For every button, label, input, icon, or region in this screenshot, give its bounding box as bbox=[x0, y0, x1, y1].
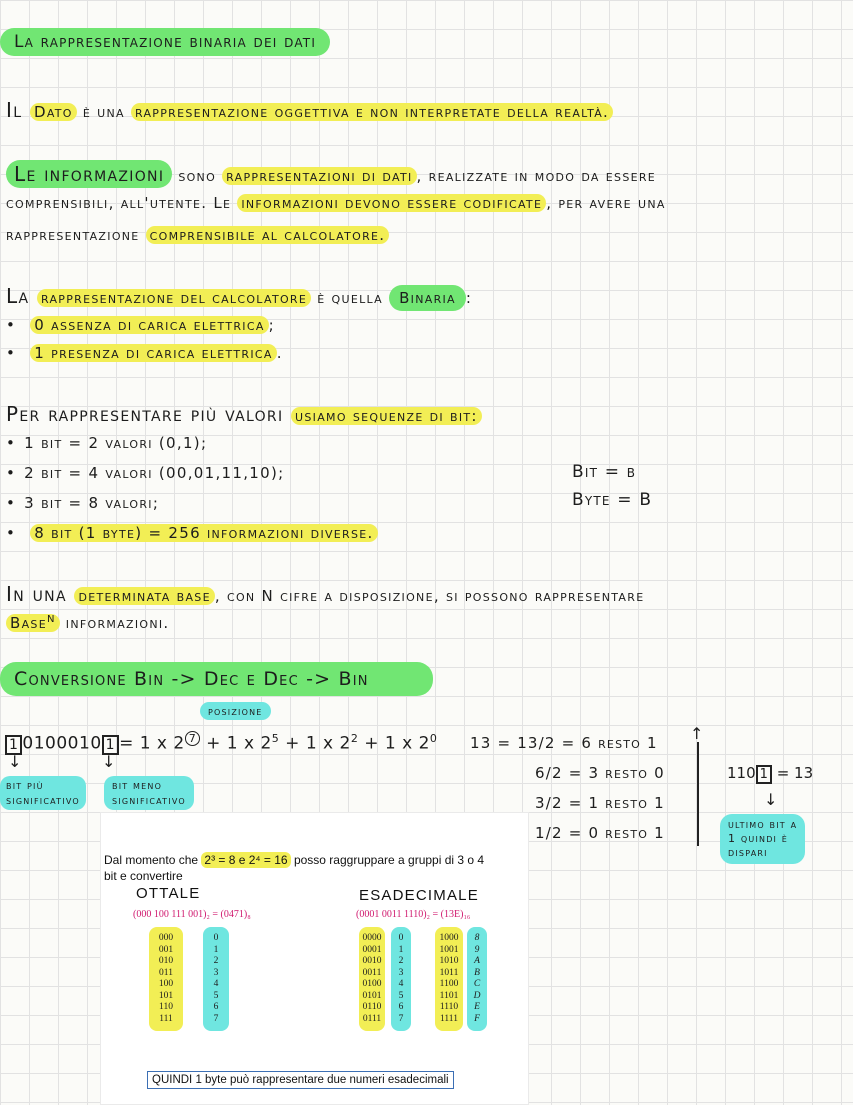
table-cell: 101 bbox=[158, 990, 174, 1001]
table-cell: 0111 bbox=[362, 1013, 382, 1024]
table-cell: D bbox=[473, 990, 481, 1001]
base-line-1 bbox=[6, 582, 644, 606]
image-caption-1 bbox=[104, 853, 484, 867]
table-cell: 0 bbox=[213, 933, 219, 943]
table-cell: 1101 bbox=[439, 990, 459, 1001]
byte-definition: Byte = B bbox=[572, 490, 653, 510]
first-digit-box: 1 bbox=[5, 735, 22, 755]
bits-text: Per rappresentare più valori bbox=[6, 402, 292, 426]
table-cell: 5 bbox=[398, 990, 404, 1001]
table-cell: B bbox=[474, 967, 480, 978]
table-cell: 4 bbox=[398, 979, 404, 989]
info-text: sono bbox=[172, 167, 223, 185]
table-cell: 7 bbox=[398, 1013, 404, 1024]
bullet-2-end: . bbox=[276, 344, 283, 362]
div-line-2: 6/2 = 3 resto 0 bbox=[535, 764, 665, 782]
arrow-up-icon: ↑ bbox=[690, 724, 704, 743]
bit-definition: Bit = b bbox=[572, 462, 637, 482]
info-text-3: comprensibili, all'utente. Le bbox=[6, 194, 238, 212]
arrow-down-icon-2: ↓ bbox=[102, 752, 116, 771]
exp-4: 0 bbox=[429, 732, 438, 745]
formula-1: = 1 x 2 bbox=[119, 733, 185, 754]
table-cell: 0001 bbox=[362, 944, 382, 955]
info-line-3 bbox=[6, 226, 389, 244]
div-line-4: 1/2 = 0 resto 1 bbox=[535, 824, 665, 842]
bits-highlight: usiamo sequenze di bit: bbox=[291, 407, 482, 425]
exp-1-circled: 7 bbox=[185, 731, 201, 746]
dato-highlight: Dato bbox=[30, 103, 77, 121]
result-value: = 13 bbox=[771, 764, 814, 782]
binaria-highlight: Binaria bbox=[389, 285, 466, 311]
binary-formula bbox=[5, 732, 437, 754]
conversion-table-image bbox=[100, 812, 529, 1105]
bits-bullet-3: • 3 bit = 8 valori; bbox=[6, 494, 159, 512]
table-cell: 0 bbox=[398, 933, 404, 943]
table-cell: 001 bbox=[158, 944, 174, 955]
formula-4: + 1 x 2 bbox=[358, 733, 430, 754]
table-cell: 111 bbox=[159, 1013, 173, 1024]
info-text-5: rappresentazione bbox=[6, 226, 146, 244]
middle-digits: 0100010 bbox=[22, 733, 102, 754]
info-text-2: , realizzate in modo da essere bbox=[416, 167, 657, 185]
table-cell: 011 bbox=[159, 967, 173, 978]
calc-highlight: rappresentazione del calcolatore bbox=[37, 289, 311, 307]
bullet-2-text: 1 presenza di carica elettrica bbox=[30, 344, 276, 362]
table-cell: F bbox=[474, 1013, 480, 1024]
table-cell: 110 bbox=[159, 1002, 173, 1012]
info-line-1 bbox=[6, 162, 656, 186]
info-line-2 bbox=[6, 194, 666, 212]
image-footer-box: QUINDI 1 byte può rappresentare due numeri esadecimali bbox=[147, 1071, 454, 1089]
table-cell: 2 bbox=[213, 956, 219, 966]
info-highlight: Le informazioni bbox=[6, 160, 172, 188]
posizione-label: posizione bbox=[200, 702, 271, 720]
info-highlight-3: informazioni devono essere codificate bbox=[237, 194, 546, 212]
table-cell: 1 bbox=[213, 944, 219, 955]
last-bit-note: ultimo bit a 1 quindi è dispari bbox=[720, 814, 805, 864]
ottale-digit-column bbox=[203, 927, 229, 1031]
dato-paragraph bbox=[6, 98, 613, 122]
exp-2: 5 bbox=[271, 732, 280, 745]
table-cell: 0010 bbox=[362, 956, 382, 966]
esa-example: (0001 0011 1110)₂ = (13E)₁₆ bbox=[356, 909, 471, 920]
calc-text-1: La bbox=[6, 284, 37, 308]
calc-text-3: : bbox=[465, 289, 473, 307]
esa-binary-column-2 bbox=[435, 927, 463, 1031]
up-arrow-line bbox=[697, 742, 699, 846]
bits-bullet-4 bbox=[6, 524, 378, 542]
table-cell: 5 bbox=[213, 990, 219, 1001]
table-cell: 1111 bbox=[440, 1013, 458, 1024]
base-word-text: Base bbox=[10, 614, 47, 632]
table-cell: A bbox=[474, 956, 480, 966]
base-exponent: N bbox=[46, 614, 56, 625]
ottale-binary-column bbox=[149, 927, 183, 1031]
msb-label: bit più significativo bbox=[0, 776, 86, 810]
conversion-title: Conversione Bin -> Dec e Dec -> Bin bbox=[0, 662, 433, 696]
table-cell: 9 bbox=[474, 944, 480, 955]
table-cell: 0000 bbox=[362, 933, 382, 943]
binary-result bbox=[727, 764, 813, 782]
arrow-down-icon: ↓ bbox=[8, 752, 22, 771]
table-cell: 0110 bbox=[362, 1002, 382, 1012]
dato-text-2: è una bbox=[76, 103, 131, 121]
calc-bullet-2 bbox=[6, 344, 283, 362]
bits-bullet-2: • 2 bit = 4 valori (00,01,11,10); bbox=[6, 464, 285, 482]
table-cell: C bbox=[473, 979, 481, 989]
caption-text-1: Dal momento che bbox=[104, 853, 202, 867]
info-highlight-2: rappresentazioni di dati bbox=[222, 167, 416, 185]
base-text-2: , con N cifre a disposizione, si possono rappresentare bbox=[214, 587, 645, 605]
table-cell: 1000 bbox=[439, 933, 459, 943]
table-cell: 6 bbox=[213, 1002, 219, 1012]
base-text-1: In una bbox=[6, 582, 75, 606]
table-cell: 0100 bbox=[362, 979, 382, 989]
esa-title: ESADECIMALE bbox=[359, 887, 479, 904]
table-cell: 1110 bbox=[439, 1002, 459, 1012]
last-digit-box: 1 bbox=[102, 735, 119, 755]
result-last-bit-box: 1 bbox=[756, 765, 772, 784]
caption-text-2: posso raggruppare a gruppi di 3 o 4 bbox=[290, 853, 485, 867]
ottale-title: OTTALE bbox=[136, 885, 201, 902]
table-cell: 1100 bbox=[439, 979, 459, 989]
table-cell: 1011 bbox=[439, 967, 459, 978]
result-prefix: 110 bbox=[727, 764, 756, 782]
calc-text-2: è quella bbox=[311, 289, 390, 307]
ottale-example: (000 100 111 001)₂ = (0471)₈ bbox=[133, 909, 251, 920]
table-cell: 1010 bbox=[439, 956, 459, 966]
table-cell: 3 bbox=[398, 967, 404, 978]
dato-text-1: Il bbox=[6, 98, 30, 122]
page-title: La rappresentazione binaria dei dati bbox=[0, 28, 330, 56]
table-cell: 010 bbox=[158, 956, 174, 966]
bits-line bbox=[6, 402, 482, 426]
base-word bbox=[6, 614, 60, 632]
image-caption-2: bit e convertire bbox=[104, 869, 183, 883]
formula-2: + 1 x 2 bbox=[200, 733, 272, 754]
exp-3: 2 bbox=[350, 732, 359, 745]
esa-binary-column-1 bbox=[359, 927, 385, 1031]
calc-line bbox=[6, 284, 472, 308]
table-cell: 1001 bbox=[439, 944, 459, 955]
base-line-2 bbox=[6, 614, 170, 632]
table-cell: 100 bbox=[158, 979, 174, 989]
table-cell: 6 bbox=[398, 1002, 404, 1012]
div-line-1: 13 = 13/2 = 6 resto 1 bbox=[470, 734, 658, 752]
table-cell: 3 bbox=[213, 967, 219, 978]
table-cell: 0101 bbox=[362, 990, 382, 1001]
esa-digit-column-1 bbox=[391, 927, 411, 1031]
base-text-3: informazioni. bbox=[59, 614, 170, 632]
arrow-down-icon-3: ↓ bbox=[764, 790, 778, 809]
bullet-1-end: ; bbox=[268, 316, 276, 334]
table-cell: 8 bbox=[474, 933, 480, 943]
caption-highlight: 2³ = 8 e 2⁴ = 16 bbox=[201, 852, 290, 868]
table-cell: 0011 bbox=[362, 967, 382, 978]
formula-3: + 1 x 2 bbox=[279, 733, 351, 754]
div-line-3: 3/2 = 1 resto 1 bbox=[535, 794, 665, 812]
bits-bullet-4-text: 8 bit (1 byte) = 256 informazioni diverse. bbox=[30, 524, 377, 542]
table-cell: E bbox=[474, 1002, 480, 1012]
dato-definition: rappresentazione oggettiva e non interpretate della realtà. bbox=[131, 103, 613, 121]
bullet-1-text: 0 assenza di carica elettrica bbox=[30, 316, 268, 334]
info-highlight-4: comprensibile al calcolatore. bbox=[146, 226, 390, 244]
lsb-label: bit meno significativo bbox=[104, 776, 194, 810]
table-cell: 000 bbox=[158, 933, 174, 943]
table-cell: 1 bbox=[398, 944, 404, 955]
base-highlight: determinata base bbox=[74, 587, 214, 605]
table-cell: 2 bbox=[398, 956, 404, 966]
esa-digit-column-2 bbox=[467, 927, 487, 1031]
table-cell: 7 bbox=[213, 1013, 219, 1024]
bits-bullet-1: • 1 bit = 2 valori (0,1); bbox=[6, 434, 207, 452]
info-text-4: , per avere una bbox=[546, 194, 666, 212]
calc-bullet-1 bbox=[6, 316, 275, 334]
table-cell: 4 bbox=[213, 979, 219, 989]
